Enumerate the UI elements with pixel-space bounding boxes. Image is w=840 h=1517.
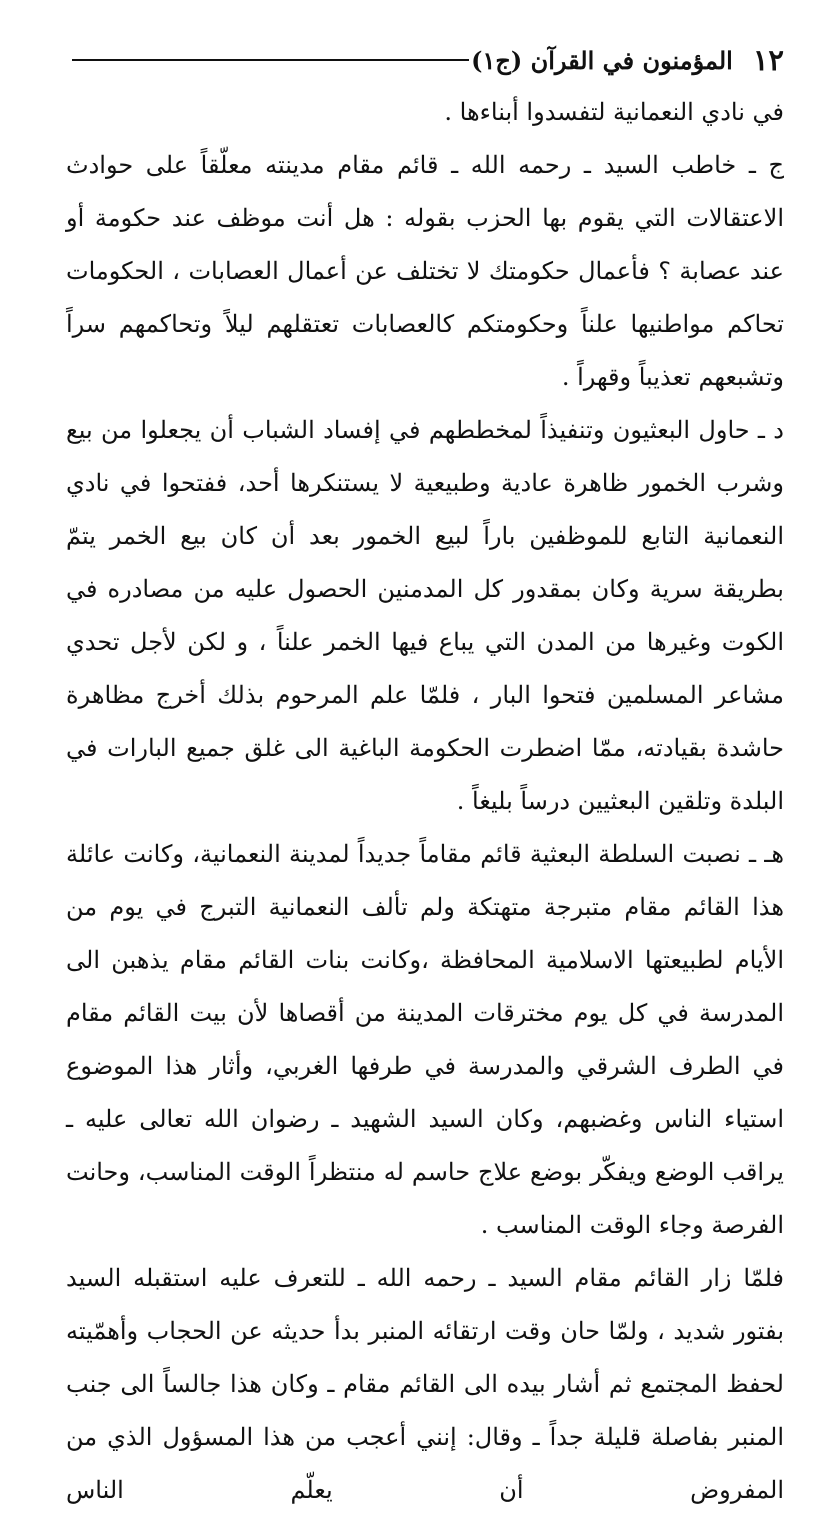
- paragraph-ha: هـ ـ نصبت السلطة البعثية قائم مقاماً جديداً لمدينة النعمانية، وكانت عائلة هذا القائم مقام متبرجة متهتكة ولم تألف النعمانية التبرج في يوم من الأيام لطبيعتها الاسلامية المحافظة ،وكانت بنات القائم مقام يذهبن الى المدرسة في كل يوم مخترقات المدينة من أقصاها لأن بيت القائم مقام في الطرف الشرقي والمدرسة في طرفها الغربي، وأثار هذا الموضوع استياء الناس وغضبهم، وكان السيد الشهيد ـ رضوان الله تعالى عليه ـ يراقب الوضع ويفكّر بوضع علاج حاسم له منتظراً الوقت المناسب، وحانت الفرصة وجاء الوقت المناسب .: [66, 840, 784, 1239]
- paragraph-dal: د ـ حاول البعثيون وتنفيذاً لمخططهم في إفساد الشباب أن يجعلوا من بيع وشرب الخمور ظاهرة عادية وطبيعية لا يستنكرها أحد، ففتحوا في نادي النعمانية التابع للموظفين باراً لبيع الخمور بعد أن كان بيع الخمر يتمّ بطريقة سرية وكان بمقدور كل المدمنين الحصول عليه من مصادره في الكوت وغيرها من المدن التي يباع فيها الخمر علناً ، و لكن لأجل تحدي مشاعر المسلمين فتحوا البار ، فلمّا علم المرحوم بذلك أخرج مظاهرة حاشدة بقيادته، ممّا اضطرت الحكومة الباغية الى غلق جميع البارات في البلدة وتلقين البعثيين درساً بليغاً .: [66, 416, 784, 815]
- paragraph-visit: فلمّا زار القائم مقام السيد ـ رحمه الله ـ للتعرف عليه استقبله السيد بفتور شديد ، ولمّا حان وقت ارتقائه المنبر بدأ حديثه عن الحجاب وأهمّيته لحفظ المجتمع ثم أشار بيده الى القائم مقام ـ وكان هذا جالساً الى جنب المنبر بفاصلة قليلة جداً ـ وقال: إنني أعجب من هذا المسؤول الذي من المفروض أن يعلّم الناس: [66, 1264, 784, 1504]
- running-title: المؤمنون في القرآن (ج١): [471, 45, 733, 75]
- paragraph-continuation: في نادي النعمانية لتفسدوا أبناءها .: [444, 98, 784, 126]
- page-body: [66, 86, 784, 1517]
- paragraph-jim: ج ـ خاطب السيد ـ رحمه الله ـ قائم مقام مدينته معلّقاً على حوادث الاعتقالات التي يقوم بها الحزب بقوله : هل أنت موظف عند حكومة أو عند عصابة ؟ فأعمال حكومتك لا تختلف عن أعمال العصابات ، الحكومات تحاكم مواطنيها علناً وحكومتكم كالعصابات تعتقلهم ليلاً وتحاكمهم سراً وتشبعهم تعذيباً وقهراً .: [66, 151, 784, 391]
- header-rule: [72, 59, 469, 61]
- page-number: ١٢: [752, 43, 784, 77]
- page-header: [66, 40, 784, 80]
